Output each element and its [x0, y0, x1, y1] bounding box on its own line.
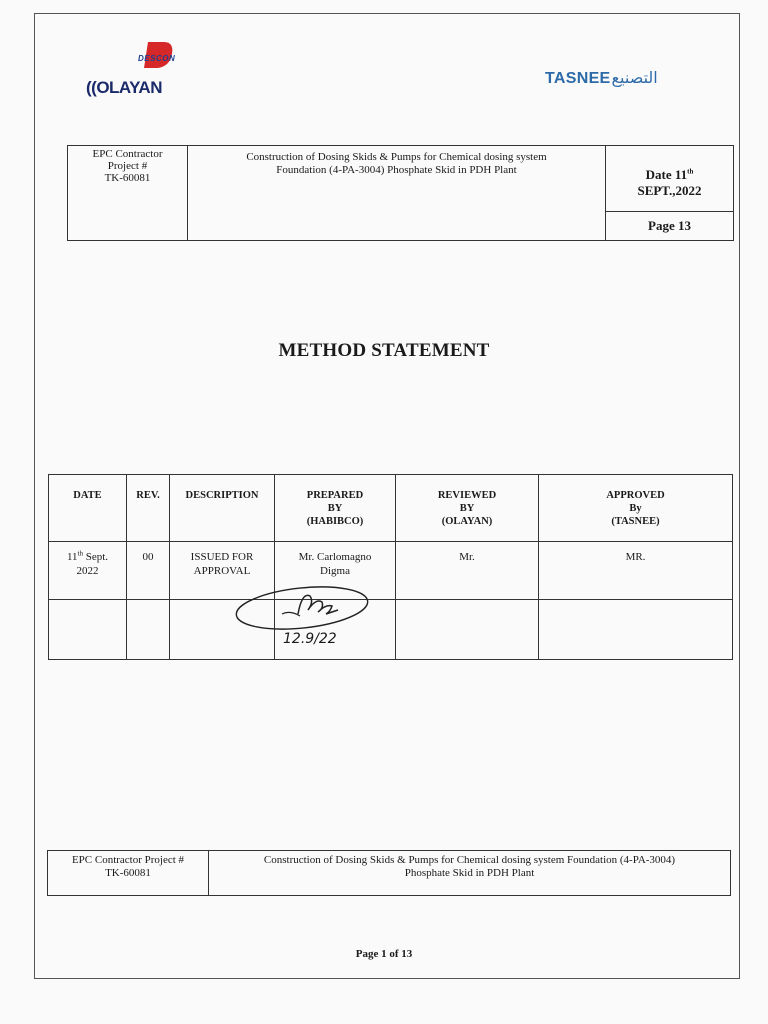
row-date-day: 11: [66, 550, 78, 563]
footer-description-cell: [209, 851, 731, 896]
footer-project-label: EPC Contractor Project #: [71, 854, 185, 866]
header-project-cell: [68, 146, 188, 241]
descon-logo-text: DESCON: [138, 54, 176, 63]
col-header-approved: [539, 475, 733, 542]
header-table: [67, 145, 734, 241]
tasnee-logo: [545, 68, 695, 98]
row-reviewed: Mr.: [396, 541, 539, 599]
col-header-reviewed: [396, 475, 539, 542]
footer-project-number: TK-60081: [105, 867, 151, 879]
tasnee-logo-text: TASNEE: [545, 70, 611, 87]
sig-empty-approved: [539, 599, 733, 659]
approval-data-row: [49, 541, 733, 599]
row-date: [49, 541, 127, 599]
header-date-suffix: th: [687, 167, 694, 176]
approved-company: (TASNEE): [611, 516, 660, 527]
reviewed-company: (OLAYAN): [441, 516, 493, 527]
tasnee-arabic-text: التصنيع: [611, 68, 658, 87]
header-date-cell: [606, 146, 734, 212]
row-rev: 00: [127, 541, 170, 599]
header-description-cell: [188, 146, 606, 241]
signature-date: 12.9/22: [283, 630, 337, 647]
signature-row: [49, 599, 733, 659]
contractor-label: EPC Contractor: [92, 148, 163, 160]
footer-description-line1: Construction of Dosing Skids & Pumps for Chemical dosing system Foundation (4-PA-3004): [263, 854, 676, 866]
project-number: TK-60081: [104, 172, 151, 184]
project-label: Project #: [107, 160, 148, 172]
page-count: Page 1 of 13: [355, 948, 413, 960]
olayan-logo-text: ((OLAYAN: [86, 78, 162, 97]
document-title: METHOD STATEMENT: [278, 340, 490, 361]
prepared-label: PREPARED: [306, 490, 364, 501]
sig-empty-date: [49, 599, 127, 659]
row-date-year: 2022: [76, 564, 99, 577]
row-description-line2: APPROVAL: [193, 564, 251, 577]
approval-header-row: [49, 475, 733, 542]
header-page-number: Page 13: [606, 212, 734, 241]
sig-empty-reviewed: [396, 599, 539, 659]
row-approved: MR.: [539, 541, 733, 599]
row-date-sup: th: [77, 548, 83, 557]
row-description-line1: ISSUED FOR: [190, 550, 254, 563]
footer-project-cell: [48, 851, 209, 896]
row-prepared-line1: Mr. Carlomagno: [298, 550, 372, 563]
col-header-date: DATE: [49, 475, 127, 542]
prepared-company: (HABIBCO): [306, 516, 364, 527]
header-description-line1: Construction of Dosing Skids & Pumps for Chemical dosing system: [246, 151, 547, 163]
approved-by-label: By: [629, 503, 642, 514]
approval-table: [48, 474, 733, 660]
footer-table: [47, 850, 731, 896]
reviewed-label: REVIEWED: [437, 490, 497, 501]
footer-description-line2: Phosphate Skid in PDH Plant: [404, 867, 535, 879]
row-date-month: Sept.: [82, 550, 109, 563]
approved-label: APPROVED: [606, 490, 665, 501]
header-description-line2: Foundation (4-PA-3004) Phosphate Skid in PDH Plant: [276, 164, 517, 176]
header-date: Date 11: [645, 167, 688, 182]
prepared-signature-cell: [275, 599, 396, 659]
header-date-year: SEPT.,2022: [637, 183, 702, 198]
col-header-rev: REV.: [127, 475, 170, 542]
prepared-by-label: BY: [327, 503, 343, 514]
sig-empty-rev: [127, 599, 170, 659]
descon-olayan-logo: [86, 42, 196, 100]
row-prepared-line2: Digma: [320, 564, 350, 577]
col-header-prepared: [275, 475, 396, 542]
reviewed-by-label: BY: [459, 503, 475, 514]
col-header-description: DESCRIPTION: [170, 475, 275, 542]
